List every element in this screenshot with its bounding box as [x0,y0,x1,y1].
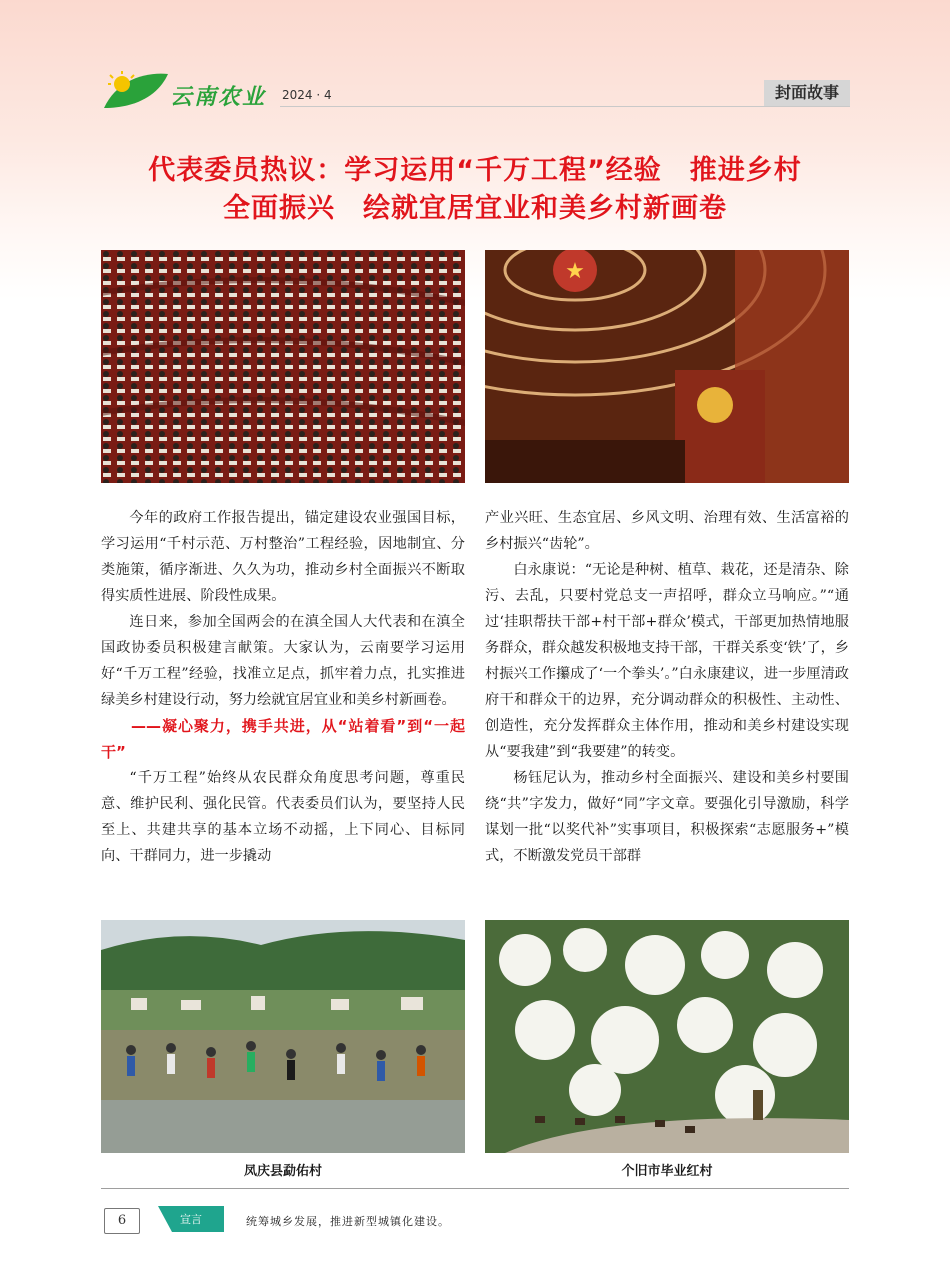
header-divider [280,106,850,107]
issue-number: 2024 · 4 [282,88,332,102]
parliament-seats-photo [101,250,465,483]
svg-text:★: ★ [565,259,585,284]
page-number: 6 [104,1208,140,1234]
page-header [100,64,850,108]
article-title [60,152,890,228]
rice-paddy-villagers-photo [101,920,465,1153]
great-hall-ceiling-photo [485,250,849,483]
footer-divider [101,1188,849,1189]
blossom-orchard-goats-photo [485,920,849,1153]
photo-caption-left: 凤庆县勐佑村 [243,1164,322,1179]
title-line-1: 代表委员热议：学习运用“千万工程”经验 推进乡村 [148,155,802,186]
title-line-2: 全面振兴 绘就宜居宜业和美乡村新画卷 [223,193,727,224]
paragraph: 产业兴旺、生态宜居、乡风文明、治理有效、生活富裕的乡村振兴“齿轮”。 [485,510,849,552]
paragraph: “千万工程”始终从农民群众角度思考问题，尊重民意、维护民利、强化民管。代表委员们认为，要坚持人民至上、共建共享的基本立场不动摇，上下同心、目标同向、干群同力，进一步撬动 [101,770,465,864]
sun-leaf-logo-icon [100,70,170,110]
photo-caption-right: 个旧市毕业红村 [621,1164,713,1179]
section-tag: 封面故事 [764,80,850,106]
paragraph: 今年的政府工作报告提出，锚定建设农业强国目标，学习运用“千村示范、万村整治”工程经验，因地制宜、分类施策，循序渐进、久久为功，推动乡村全面振兴不断取得实质性进展、阶段性成果。 [101,510,465,604]
magazine-name: 云南农业 [170,84,267,110]
paragraph: 白永康说：“无论是种树、植草、栽花，还是清杂、除污、去乱，只要村党总支一声招呼，群众立马响应。”“通过‘挂职帮扶干部+村干部+群众’模式，干部更加热情地服务群众，群众越发积极地支持干部，干群关系变‘铁’了，乡村振兴工作攥成了‘一个拳头’。”白永康建议，进一步厘清政府干和群众干的边界，充分调动群众的积极性、主动性、创造性，充分发挥群众主体作用，推动和美乡村建设实现从“要我建”到“我要建”的转变。 [485,562,849,760]
body-column-right [485,505,849,869]
body-column-left [101,505,465,869]
footer-tag-label: 宣言 [180,1213,202,1226]
paragraph: 连日来，参加全国两会的在滇全国人大代表和在滇全国政协委员积极建言献策。大家认为，云南要学习运用好“千万工程”经验，找准立足点，抓牢着力点，扎实推进绿美乡村建设行动，努力绘就宜居宜业和美乡村新画卷。 [101,614,465,708]
footer-slogan: 统筹城乡发展，推进新型城镇化建设。 [246,1215,450,1228]
section-subheading: ——凝心聚力，携手共进，从“站着看”到“一起干” [101,717,465,761]
paragraph: 杨钰尼认为，推动乡村全面振兴、建设和美乡村要围绕“共”字发力，做好“同”字文章。要强化引导激励，科学谋划一批“以奖代补”实事项目，积极探索“志愿服务+”模式，不断激发党员干部群 [485,770,849,864]
